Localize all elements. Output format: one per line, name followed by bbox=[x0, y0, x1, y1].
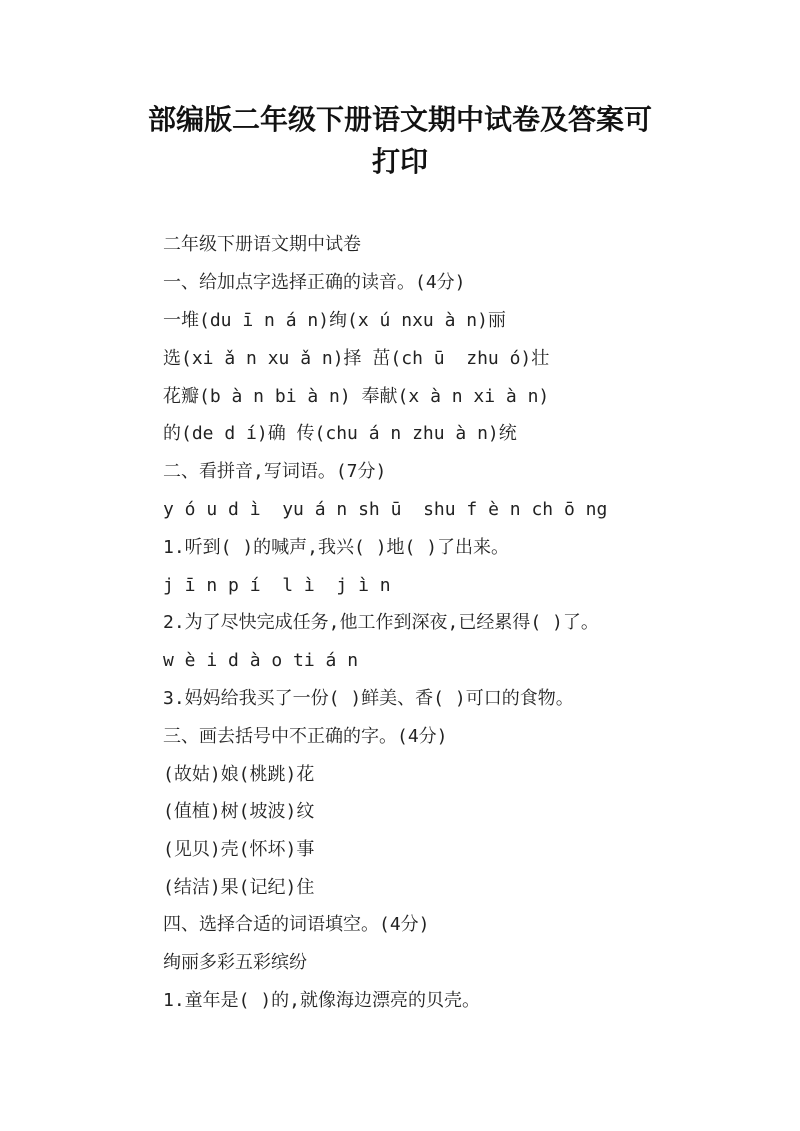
section-3-item: (故姑)娘(桃跳)花 bbox=[163, 764, 315, 785]
section-3-item: (结洁)果(记纪)住 bbox=[163, 877, 315, 898]
section-4-heading: 四、选择合适的词语填空。(4分) bbox=[163, 914, 430, 935]
section-3-heading: 三、画去括号中不正确的字。(4分) bbox=[163, 726, 448, 747]
section-1-item: 选(xi ǎ n xu ǎ n)择 茁(ch ū zhu ó)壮 bbox=[163, 348, 550, 369]
question-line: 2.为了尽快完成任务,他工作到深夜,已经累得( )了。 bbox=[163, 612, 599, 633]
document-title-line-1: 部编版二年级下册语文期中试卷及答案可 bbox=[147, 103, 652, 136]
pinyin-line: w è i d à o ti á n bbox=[163, 650, 359, 671]
exam-subtitle: 二年级下册语文期中试卷 bbox=[163, 234, 361, 255]
question-line: 1.听到( )的喊声,我兴( )地( )了出来。 bbox=[163, 537, 510, 558]
question-line: 3.妈妈给我买了一份( )鲜美、香( )可口的食物。 bbox=[163, 688, 574, 709]
word-bank: 绚丽多彩五彩缤纷 bbox=[163, 952, 307, 973]
section-3-item: (见贝)壳(怀坏)事 bbox=[163, 839, 315, 860]
section-1-item: 的(de d í)确 传(chu á n zhu à n)统 bbox=[163, 423, 517, 444]
pinyin-line: j ī n p í l ì j ì n bbox=[163, 575, 391, 596]
section-3-item: (值植)树(坡波)纹 bbox=[163, 801, 315, 822]
section-1-item: 一堆(du ī n á n)绚(x ú nxu à n)丽 bbox=[163, 310, 506, 331]
document-title-line-2: 打印 bbox=[371, 145, 428, 178]
pinyin-line: y ó u d ì yu á n sh ū shu f è n ch ō ng bbox=[163, 499, 608, 520]
section-1-item: 花瓣(b à n bi à n) 奉献(x à n xi à n) bbox=[163, 386, 550, 407]
question-line: 1.童年是( )的,就像海边漂亮的贝壳。 bbox=[163, 990, 481, 1011]
section-2-heading: 二、看拼音,写词语。(7分) bbox=[163, 461, 387, 482]
section-1-heading: 一、给加点字选择正确的读音。(4分) bbox=[163, 272, 466, 293]
